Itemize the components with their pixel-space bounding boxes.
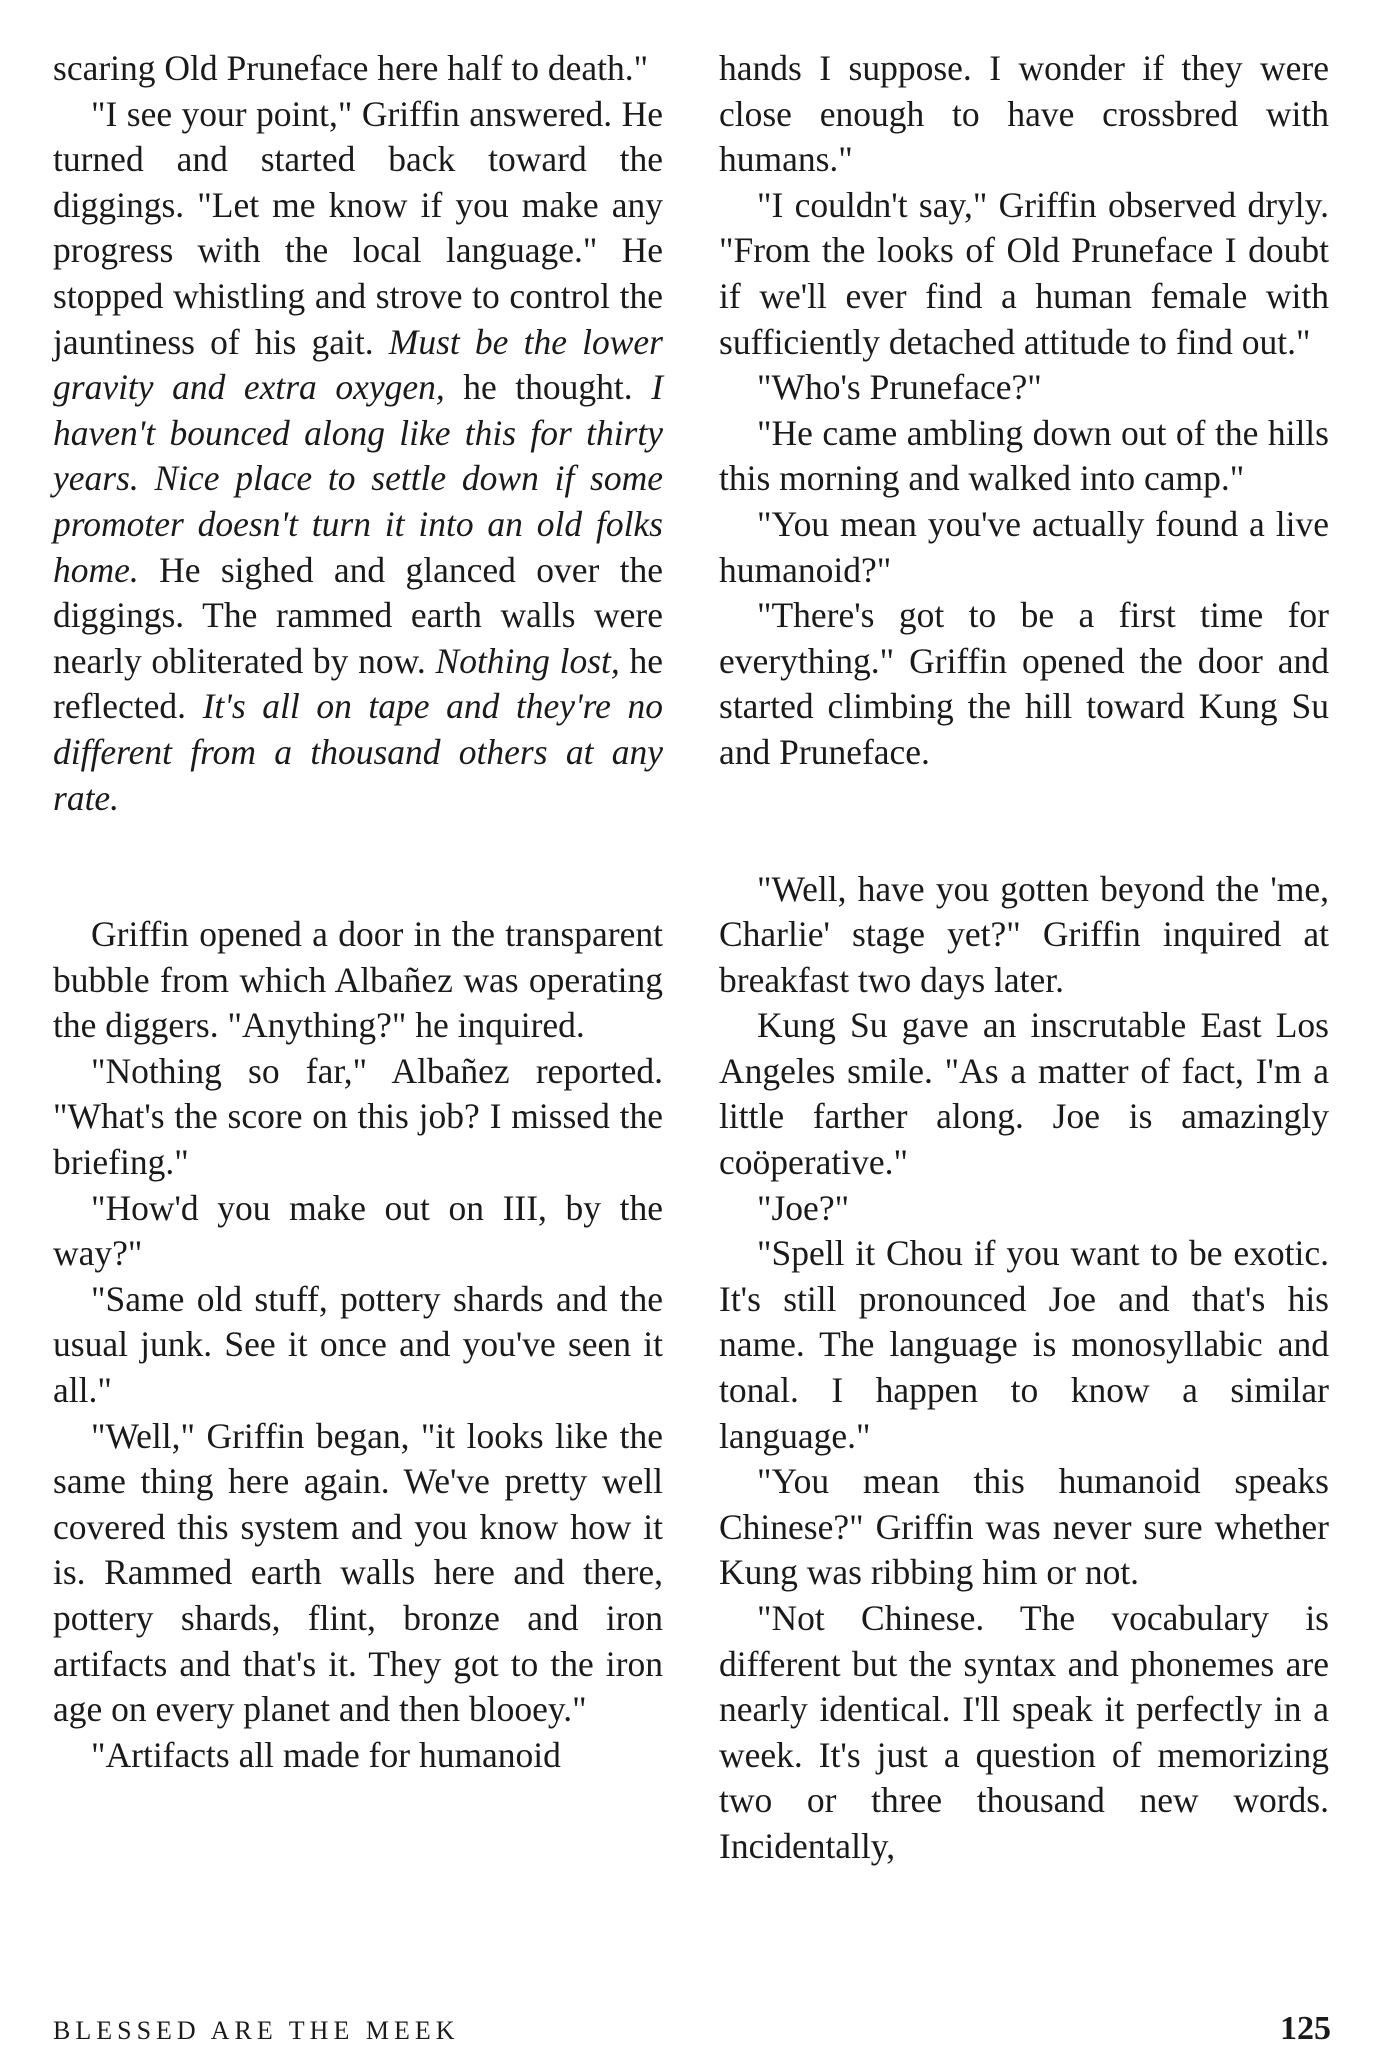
italic-thought: Nothing lost, <box>435 640 620 681</box>
paragraph: "Well," Griffin began, "it looks like the same thing here again. We've pretty well covered this system and you know how it is. Rammed earth walls here and there, pottery shards, flint, bronze and iron artifacts and that's it. They got to the iron age on every planet and then blooey." <box>53 1415 663 1730</box>
paragraph-text: He sighed and glanced over the diggings. The rammed earth walls were nearly obliterated by now. <box>53 549 663 681</box>
paragraph: "Joe?" <box>757 1187 850 1228</box>
italic-thought: It's all on tape and they're no different from a thousand others at any rate. <box>53 686 663 818</box>
page-footer <box>53 2010 1331 2050</box>
paragraph-text: "I see your point," Griffin answered. He turned and started back toward the diggings. "Let me know if you make any progress with the local language." He stopped whistling and strove to control the jauntiness of his gait. <box>53 93 663 362</box>
paragraph: "Artifacts all made for humanoid <box>91 1734 561 1775</box>
page-number: 125 <box>1280 2010 1331 2047</box>
italic-thought: I haven't bounced along like this for thirty years. Nice place to settle down if some promoter doesn't turn it into an old folks home. <box>53 367 664 590</box>
paragraph: "Spell it Chou if you want to be exotic. It's still pronounced Joe and that's his name. The language is monosyllabic and tonal. I happen to know a similar language." <box>719 1233 1329 1456</box>
paragraph: Kung Su gave an inscrutable East Los Angeles smile. "As a matter of fact, I'm a little farther along. Joe is amazingly coöperative." <box>719 1005 1329 1183</box>
paragraph: "Well, have you gotten beyond the 'me, Charlie' stage yet?" Griffin inquired at breakfast two days later. <box>719 868 1329 1000</box>
paragraph: "Nothing so far," Albañez reported. "What's the score on this job? I missed the briefing." <box>53 1050 663 1183</box>
paragraph-text: he thought. <box>444 367 652 408</box>
paragraph: "You mean this humanoid speaks Chinese?" Griffin was never sure whether Kung was ribbing him or not. <box>719 1461 1329 1593</box>
italic-thought: Must be the lower gravity and extra oxygen, <box>53 321 664 408</box>
running-title: BLESSED ARE THE MEEK <box>53 2016 460 2045</box>
paragraph: "Who's Pruneface?" <box>757 367 1042 408</box>
paragraph-text: he reflected. <box>53 640 664 727</box>
paragraph: "He came ambling down out of the hills this morning and walked into camp." <box>719 412 1329 499</box>
paragraph: Griffin opened a door in the transparent bubble from which Albañez was operating the diggers. "Anything?" he inquired. <box>53 914 663 1046</box>
paragraph: hands I suppose. I wonder if they were close enough to have crossbred with humans." <box>719 48 1329 180</box>
paragraph: scaring Old Pruneface here half to death." <box>53 48 649 88</box>
paragraph: "How'd you make out on III, by the way?" <box>53 1187 663 1274</box>
paragraph <box>53 92 663 822</box>
right-column <box>719 46 1329 1870</box>
paragraph: "Not Chinese. The vocabulary is different but the syntax and phonemes are nearly identical. I'll speak it perfectly in a week. It's just a question of memorizing two or three thousand new words. Incidentally, <box>719 1598 1329 1866</box>
paragraph: "Same old stuff, pottery shards and the usual junk. See it once and you've seen it all." <box>53 1278 663 1411</box>
paragraph: "I couldn't say," Griffin observed dryly. "From the looks of Old Pruneface I doubt if we'll ever find a human female with sufficiently detached attitude to find out." <box>719 184 1329 362</box>
paragraph: "There's got to be a first time for everything." Griffin opened the door and started climbing the hill toward Kung Su and Pruneface. <box>719 595 1329 772</box>
paragraph: "You mean you've actually found a live humanoid?" <box>719 503 1329 590</box>
left-column <box>53 46 663 1778</box>
